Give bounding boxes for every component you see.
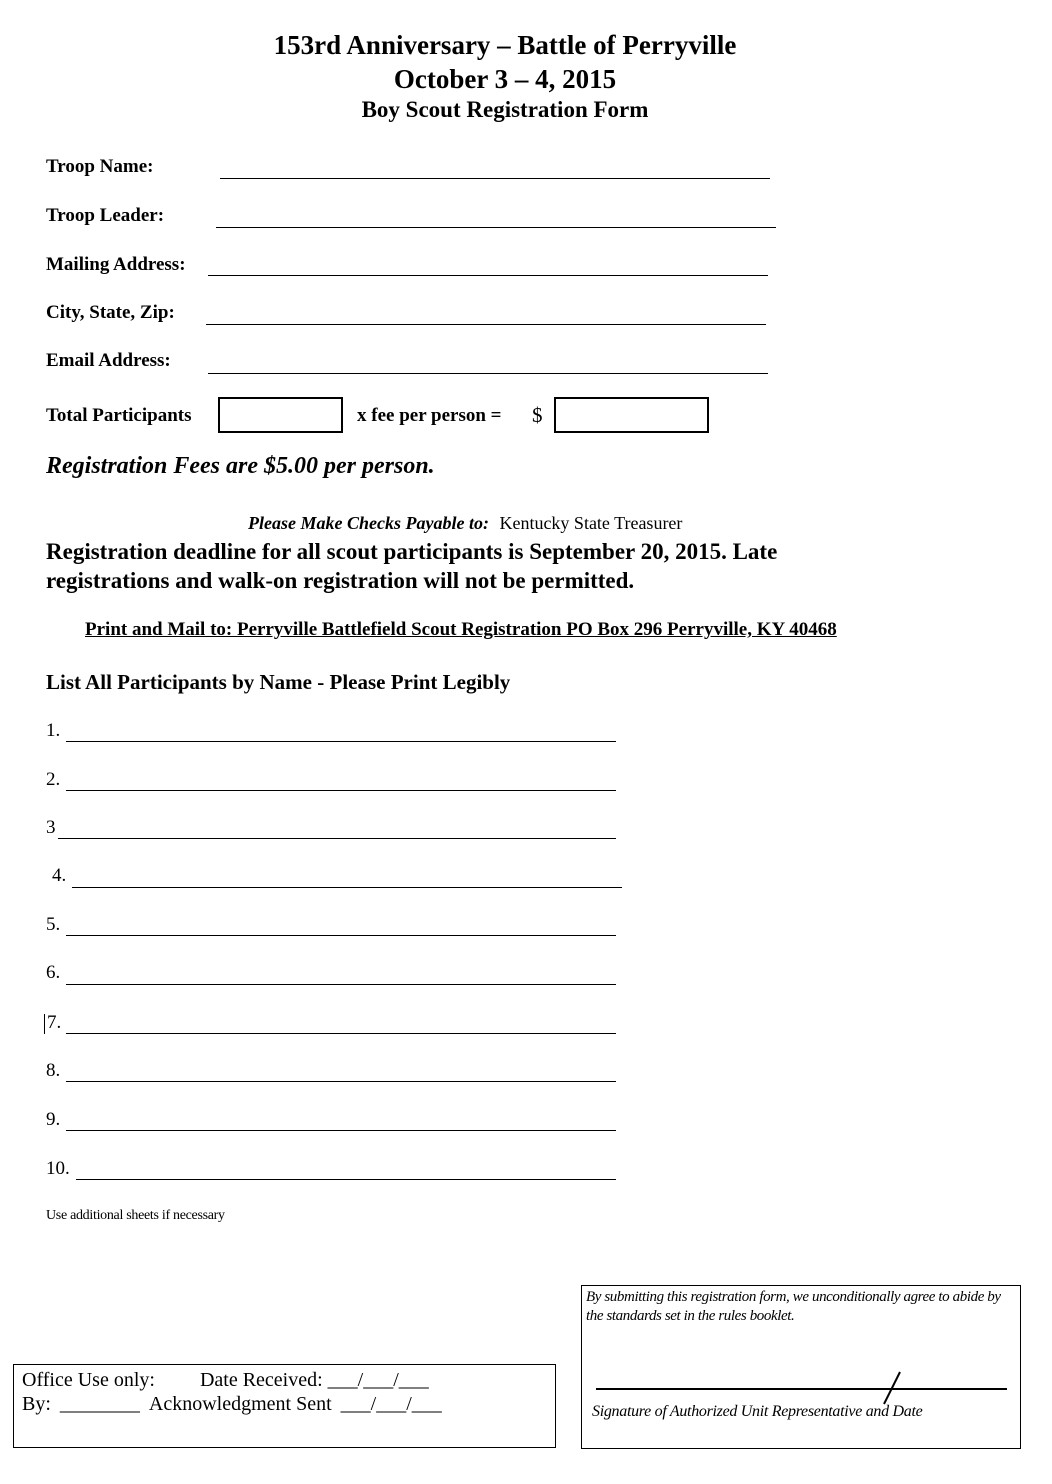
agreement-text: By submitting this registration form, we unconditionally agree to abide by the standards set in the rules booklet.	[586, 1289, 1001, 1324]
dollar-sign: $	[532, 403, 543, 427]
city-state-zip-label: City, State, Zip:	[46, 302, 175, 323]
participant-number: 7.	[47, 1012, 62, 1033]
form-title: 153rd Anniversary – Battle of Perryville	[273, 30, 737, 60]
form-subtitle: Boy Scout Registration Form	[361, 97, 649, 122]
participant-number: 8.	[46, 1060, 61, 1081]
participant-line-3[interactable]	[58, 838, 616, 839]
mailing-address-field[interactable]	[208, 275, 768, 276]
participant-line-5[interactable]	[66, 935, 616, 936]
signature-label: Signature of Authorized Unit Representative and Date	[592, 1403, 923, 1420]
participant-number: 2.	[46, 769, 61, 790]
fees-note: Registration Fees are $5.00 per person.	[46, 453, 435, 479]
city-state-zip-field[interactable]	[206, 324, 766, 325]
mailing-address-label: Mailing Address:	[46, 254, 186, 275]
participant-number: 6.	[46, 962, 61, 983]
participant-number: 3	[46, 817, 56, 838]
participant-number: 5.	[46, 914, 61, 935]
additional-sheets-note: Use additional sheets if necessary	[46, 1208, 225, 1223]
acknowledgment-sent-label: Acknowledgment Sent	[148, 1393, 332, 1415]
troop-leader-field[interactable]	[216, 227, 776, 228]
participant-line-8[interactable]	[66, 1081, 616, 1082]
text-cursor	[44, 1014, 45, 1034]
troop-name-label: Troop Name:	[46, 156, 154, 177]
participant-number: 1.	[46, 720, 61, 741]
date-received-field[interactable]: ___/___/___	[327, 1369, 429, 1391]
mail-to-address: Print and Mail to: Perryville Battlefield Scout Registration PO Box 296 Perryville, KY 40468	[85, 619, 837, 640]
total-fee-box[interactable]	[554, 397, 709, 433]
acknowledgment-sent-field[interactable]: ___/___/___	[340, 1393, 442, 1415]
participant-line-9[interactable]	[66, 1130, 616, 1131]
participant-number: 10.	[46, 1158, 70, 1179]
participant-number: 9.	[46, 1109, 61, 1130]
participant-line-6[interactable]	[66, 984, 616, 985]
participant-line-4[interactable]	[72, 887, 622, 888]
troop-leader-label: Troop Leader:	[46, 205, 165, 226]
payable-value: Kentucky State Treasurer	[499, 513, 683, 533]
email-address-field[interactable]	[208, 373, 768, 374]
deadline-line-2: registrations and walk-on registration will not be permitted.	[46, 568, 635, 593]
deadline-notice	[46, 537, 777, 595]
office-row-2	[22, 1393, 442, 1416]
event-dates: October 3 – 4, 2015	[393, 64, 617, 94]
participant-line-1[interactable]	[66, 741, 616, 742]
troop-name-field[interactable]	[220, 178, 770, 179]
participant-line-2[interactable]	[66, 790, 616, 791]
by-field[interactable]: ________	[59, 1393, 140, 1415]
email-address-label: Email Address:	[46, 350, 171, 371]
participant-line-10[interactable]	[76, 1179, 616, 1180]
participants-heading: List All Participants by Name - Please Print Legibly	[46, 670, 511, 694]
participant-number: 4.	[52, 865, 67, 886]
fee-per-person-label: x fee per person =	[357, 405, 502, 426]
slash-mark	[878, 1370, 908, 1406]
date-received-label: Date Received:	[199, 1369, 323, 1391]
by-label: By:	[22, 1393, 51, 1415]
participant-line-7[interactable]	[66, 1033, 616, 1034]
payable-line	[248, 513, 682, 534]
signature-line[interactable]	[596, 1388, 1007, 1390]
deadline-line-1: Registration deadline for all scout participants is September 20, 2015. Late	[46, 539, 778, 564]
office-row-1	[22, 1369, 429, 1392]
agreement-box	[581, 1285, 1021, 1449]
total-participants-label: Total Participants	[46, 405, 192, 426]
office-use-box	[13, 1364, 556, 1448]
office-use-label: Office Use only:	[22, 1369, 155, 1391]
payable-label: Please Make Checks Payable to:	[248, 513, 489, 533]
total-participants-box[interactable]	[218, 397, 343, 433]
